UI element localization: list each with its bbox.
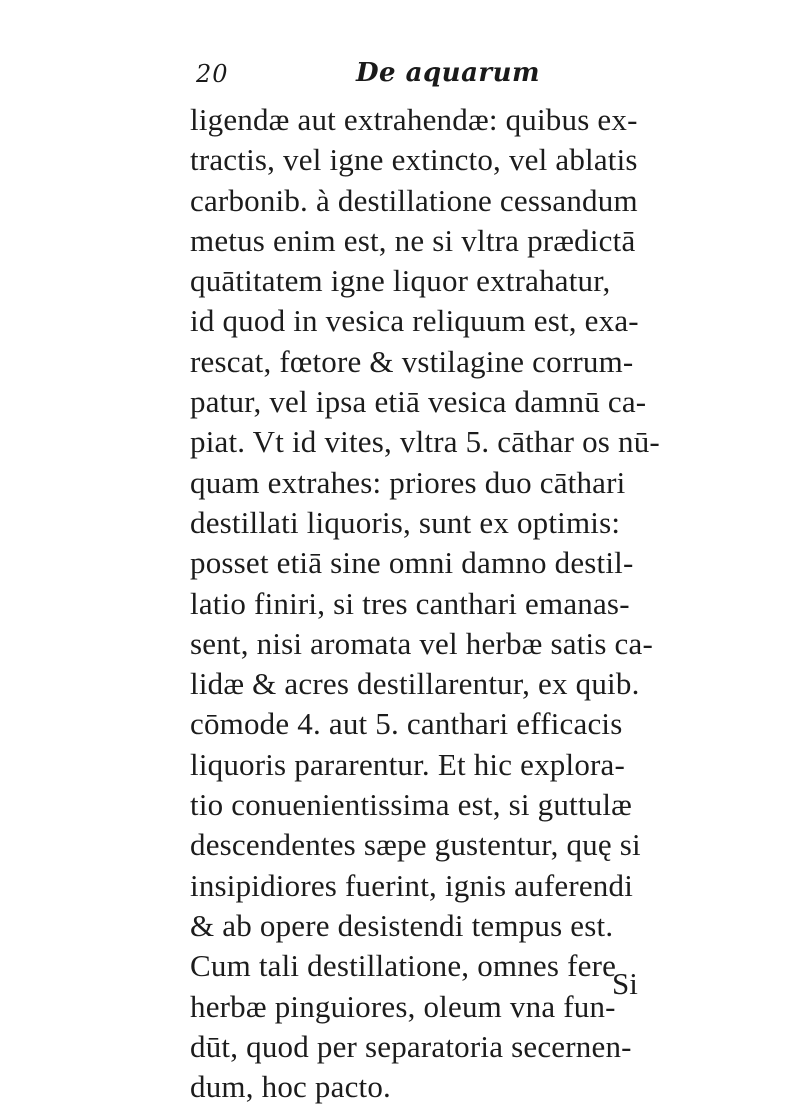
text-line: destillati liquoris, sunt ex optimis:	[190, 504, 621, 540]
body-text	[190, 100, 660, 1107]
text-line: & ab opere desistendi tempus est.	[190, 907, 614, 943]
text-line: ligendæ aut extrahendæ: quibus ex-	[190, 102, 638, 137]
text-line: descendentes sæpe gustentur, quę si	[190, 827, 641, 863]
page-number: 20	[196, 60, 229, 88]
text-line: herbæ pinguiores, oleum vna fun-	[190, 988, 616, 1024]
text-line: metus enim est, ne si vltra prædictā	[190, 222, 636, 258]
text-line: dūt, quod per separatoria secernen-	[190, 1028, 632, 1064]
catchword: Si	[612, 966, 638, 1001]
text-line: quam extrahes: priores duo cāthari	[190, 464, 626, 500]
text-line: insipidiores fuerint, ignis auferendi	[190, 867, 634, 903]
text-line: id quod in vesica reliquum est, exa-	[190, 303, 639, 339]
text-line: posset etiā sine omni damno destil-	[190, 545, 634, 581]
text-line: dum, hoc pacto.	[190, 1069, 392, 1105]
text-line: quātitatem igne liquor extrahatur,	[190, 263, 611, 299]
text-line: patur, vel ipsa etiā vesica damnū ca-	[190, 384, 647, 420]
running-head: De aquarum	[356, 58, 541, 88]
text-line: carbonib. à destillatione cessandum	[190, 182, 638, 218]
text-line: cōmode 4. aut 5. canthari efficacis	[190, 706, 623, 742]
text-line: latio finiri, si tres canthari emanas-	[190, 585, 630, 621]
text-line: rescat, fœtore & vstilagine corrum-	[190, 343, 634, 379]
text-line: Cum tali destillatione, omnes fere	[190, 948, 617, 984]
text-line: liquoris pararentur. Et hic explora-	[190, 746, 626, 782]
text-line: tractis, vel igne extincto, vel ablatis	[190, 142, 638, 178]
text-line: sent, nisi aromata vel herbæ satis ca-	[190, 625, 653, 661]
text-line: piat. Vt id vites, vltra 5. cāthar os nū-	[190, 424, 660, 460]
text-line: lidæ & acres destillarentur, ex quib.	[190, 666, 640, 702]
page-header	[196, 56, 676, 96]
text-line: tio conuenientissima est, si guttulæ	[190, 787, 633, 823]
